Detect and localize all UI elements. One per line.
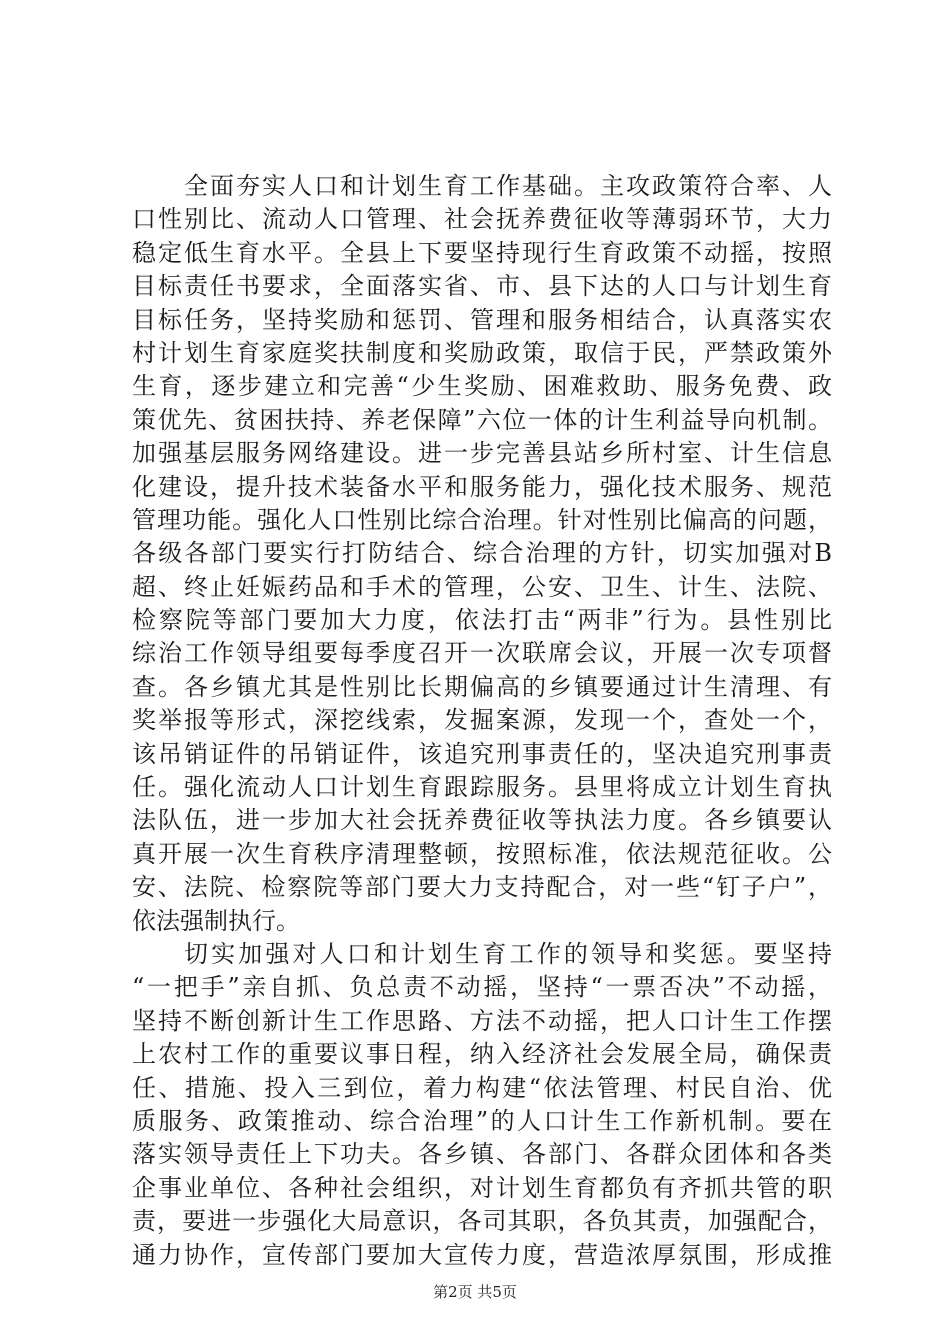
text-line: 目标责任书要求，全面落实省、市、县下达的人口与计划生育 [132,272,832,301]
text-line: 通力协作，宣传部门要加大宣传力度，营造浓厚氛围，形成推 [132,1240,832,1269]
text-line: 依法强制执行。 [132,906,300,935]
text-line: 策优先、贫困扶持、养老保障”六位一体的计生利益导向机制。 [132,405,832,434]
text-line: 法队伍，进一步加大社会抚养费征收等执法力度。各乡镇要认 [132,806,832,835]
text-line: 加强基层服务网络建设。进一步完善县站乡所村室、计生信息 [132,439,832,468]
text-line: 口性别比、流动人口管理、社会抚养费征收等薄弱环节，大力 [132,205,832,234]
text-line: 落实领导责任上下功夫。各乡镇、各部门、各群众团体和各类 [132,1140,832,1169]
text-line: 全面夯实人口和计划生育工作基础。主攻政策符合率、人 [184,172,832,200]
text-line: 坚持不断创新计生工作思路、方法不动摇，把人口计生工作摆 [132,1006,832,1035]
body-text [132,170,832,1272]
text-line: 村计划生育家庭奖扶制度和奖励政策，取信于民，严禁政策外 [132,338,832,367]
text-line: 真开展一次生育秩序清理整顿，按照标准，依法规范征收。公 [132,839,832,868]
text-line: 生育，逐步建立和完善“少生奖励、困难救助、服务免费、政 [132,372,832,401]
text-line: 任、措施、投入三到位，着力构建“依法管理、村民自治、优 [132,1073,832,1102]
text-line: 企事业单位、各种社会组织，对计划生育都负有齐抓共管的职 [132,1173,832,1202]
text-line: 任。强化流动人口计划生育跟踪服务。县里将成立计划生育执 [132,773,832,802]
text-line: 综治工作领导组要每季度召开一次联席会议，开展一次专项督 [132,639,832,668]
text-line: 各级各部门要实行打防结合、综合治理的方针，切实加强对B [132,539,832,568]
text-line: 责，要进一步强化大局意识，各司其职，各负其责，加强配合， [132,1207,832,1236]
text-line: 奖举报等形式，深挖线索，发掘案源，发现一个，查处一个， [132,706,832,735]
text-line: 安、法院、检察院等部门要大力支持配合，对一些“钉子户”， [132,873,832,902]
text-line: 上农村工作的重要议事日程，纳入经济社会发展全局，确保责 [132,1040,832,1069]
paragraph-2 [132,938,832,1272]
text-line: 化建设，提升技术装备水平和服务能力，强化技术服务、规范 [132,472,832,501]
text-line: 管理功能。强化人口性别比综合治理。针对性别比偏高的问题， [132,505,832,534]
page-number-label: 第2页 共5页 [433,1283,517,1301]
text-line: “一把手”亲自抓、负总责不动摇，坚持“一票否决”不动摇， [132,973,832,1002]
text-line: 该吊销证件的吊销证件，该追究刑事责任的，坚决追究刑事责 [132,739,832,768]
text-line: 检察院等部门要加大力度，依法打击“两非”行为。县性别比 [132,606,832,635]
page-footer [0,1281,950,1302]
text-line: 目标任务，坚持奖励和惩罚、管理和服务相结合，认真落实农 [132,305,832,334]
text-line: 超、终止妊娠药品和手术的管理，公安、卫生、计生、法院、 [132,572,832,601]
text-line: 质服务、政策推动、综合治理”的人口计生工作新机制。要在 [132,1106,832,1135]
text-line: 切实加强对人口和计划生育工作的领导和奖惩。要坚持 [184,939,832,968]
paragraph-1 [132,170,832,938]
text-line: 稳定低生育水平。全县上下要坚持现行生育政策不动摇，按照 [132,238,832,267]
text-line: 查。各乡镇尤其是性别比长期偏高的乡镇要通过计生清理、有 [132,672,832,701]
